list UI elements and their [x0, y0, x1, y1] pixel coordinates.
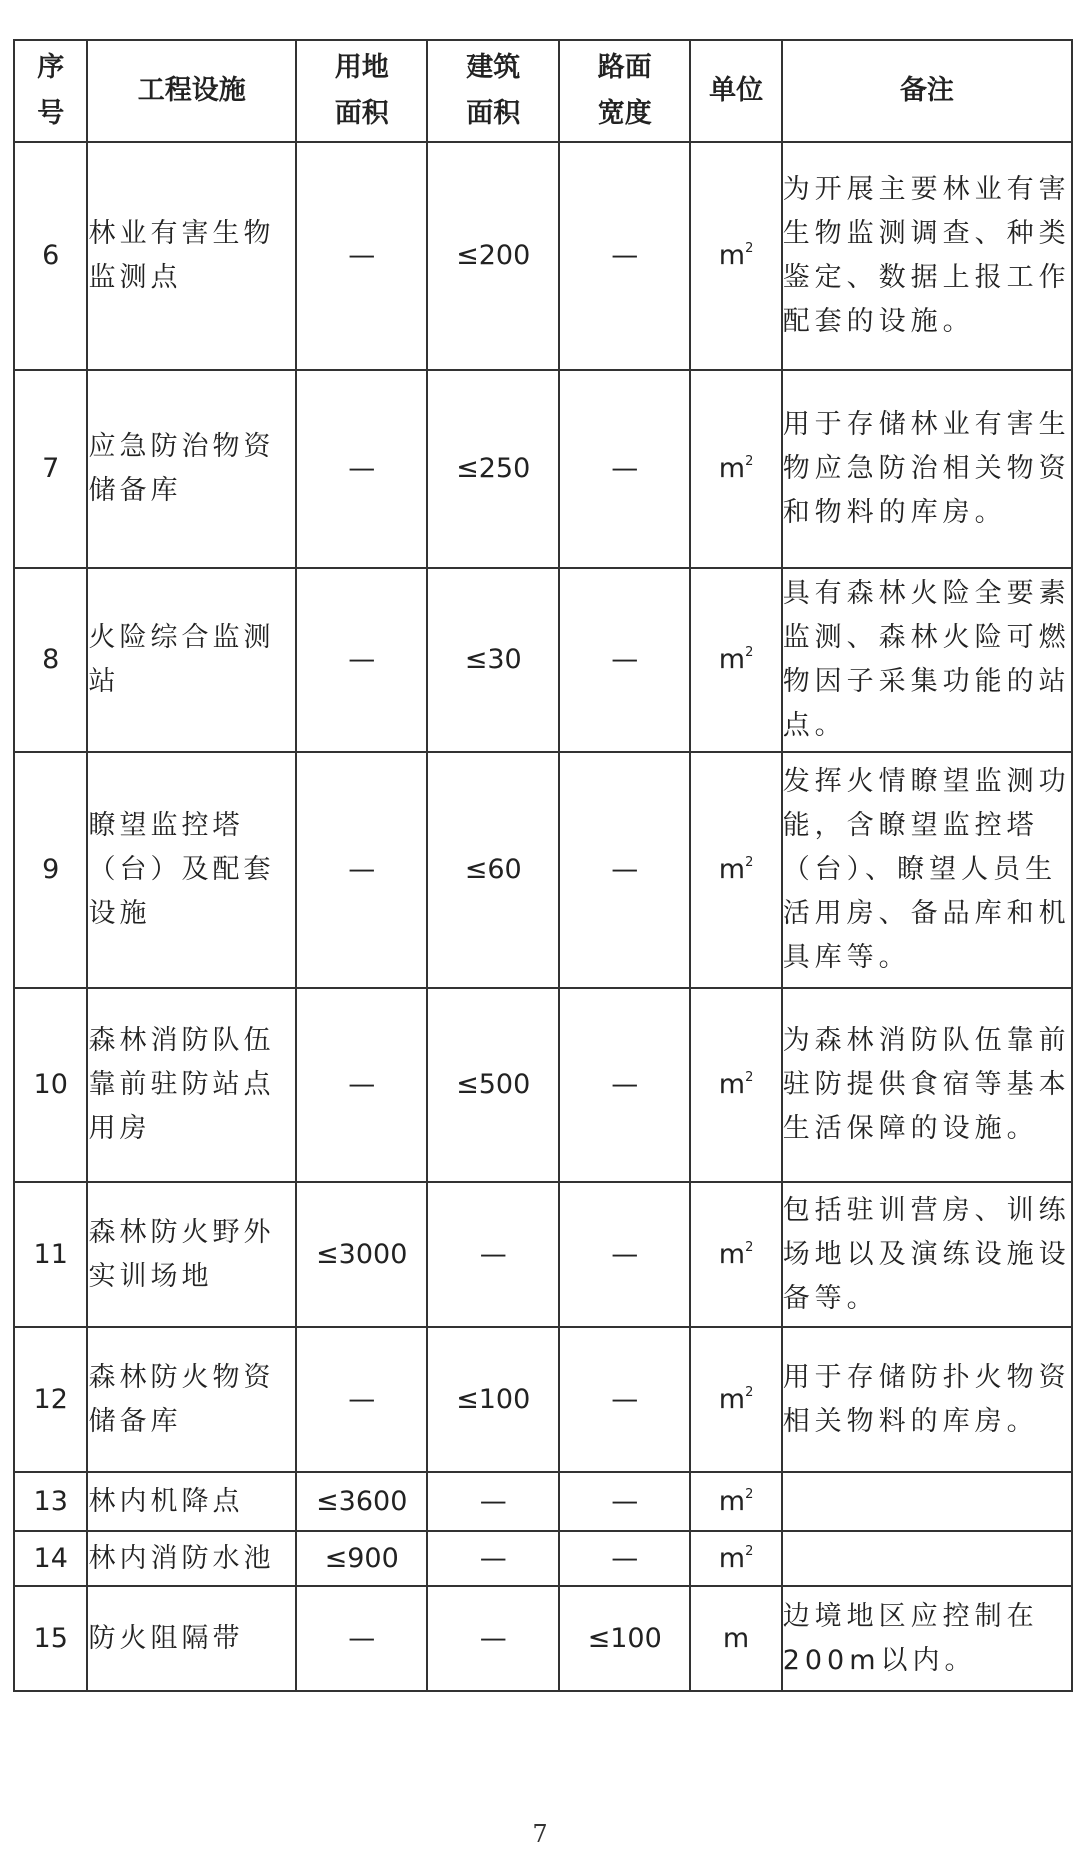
- row-number-cell: [14, 1327, 87, 1472]
- table-row: [14, 1531, 1072, 1586]
- facility-name-text: 林业有害生物监测点: [88, 218, 275, 293]
- road-width-text: —: [611, 240, 639, 271]
- land-area-text: —: [348, 644, 376, 675]
- unit-text: m: [718, 644, 746, 675]
- road-width-cell: [559, 1327, 691, 1472]
- land-area-cell: [296, 988, 428, 1182]
- land-area-text: —: [348, 453, 376, 484]
- unit-superscript: 2: [745, 645, 754, 660]
- building-area-cell: [427, 1327, 559, 1472]
- unit-text: m: [718, 1542, 746, 1574]
- land-area-text: —: [348, 854, 376, 885]
- table-row: [14, 568, 1072, 752]
- remarks-text: 包括驻训营房、训练场地以及演练设施设备等。: [782, 1194, 1071, 1314]
- row-number-text: 11: [33, 1238, 68, 1270]
- remarks-cell: [782, 142, 1072, 370]
- unit-cell: [690, 1472, 781, 1531]
- road-width-cell: [559, 752, 691, 988]
- road-width-cell: [559, 1586, 691, 1691]
- building-area-cell: [427, 142, 559, 370]
- road-width-text: —: [611, 1238, 639, 1270]
- header-road-width: 路面宽度: [559, 40, 691, 142]
- unit-cell: [690, 1586, 781, 1691]
- land-area-cell: [296, 370, 428, 568]
- facility-name-cell: [87, 1472, 296, 1531]
- header-facility: 工程设施: [87, 40, 296, 142]
- row-number-cell: [14, 370, 87, 568]
- remarks-cell: [782, 1327, 1072, 1472]
- table-row: [14, 1182, 1072, 1327]
- row-number-text: 10: [33, 1069, 68, 1100]
- remarks-text: 边境地区应控制在200m以内。: [782, 1600, 1039, 1676]
- facility-name-cell: [87, 568, 296, 752]
- table-row: [14, 988, 1072, 1182]
- building-area-cell: [427, 988, 559, 1182]
- unit-cell: [690, 370, 781, 568]
- road-width-cell: [559, 568, 691, 752]
- remarks-text: 用于存储林业有害生物应急防治相关物资和物料的库房。: [782, 409, 1071, 528]
- road-width-cell: [559, 1531, 691, 1586]
- unit-text: m: [722, 1622, 750, 1654]
- building-area-cell: [427, 1586, 559, 1691]
- unit-cell: [690, 988, 781, 1182]
- unit-text: m: [718, 1485, 746, 1517]
- building-area-text: ≤500: [456, 1069, 531, 1100]
- facility-name-text: 防火阻隔带: [88, 1622, 244, 1654]
- unit-text: m: [718, 854, 746, 885]
- table-row: [14, 1327, 1072, 1472]
- unit-superscript: 2: [745, 454, 754, 469]
- road-width-text: —: [611, 1542, 639, 1574]
- table-header-row: [14, 40, 1072, 142]
- header-land-area: 用地面积: [296, 40, 428, 142]
- land-area-cell: [296, 142, 428, 370]
- road-width-text: —: [611, 1485, 639, 1517]
- unit-superscript: 2: [745, 1070, 754, 1085]
- row-number-cell: [14, 1586, 87, 1691]
- remarks-cell: [782, 568, 1072, 752]
- remarks-text: 为开展主要林业有害生物监测调查、种类鉴定、数据上报工作配套的设施。: [782, 174, 1071, 337]
- land-area-cell: [296, 1531, 428, 1586]
- table-row: [14, 370, 1072, 568]
- facility-name-cell: [87, 1182, 296, 1327]
- road-width-text: —: [611, 1383, 639, 1415]
- unit-cell: [690, 1531, 781, 1586]
- table-row: [14, 1586, 1072, 1691]
- road-width-text: ≤100: [587, 1622, 662, 1654]
- row-number-text: 8: [42, 644, 60, 675]
- road-width-text: —: [611, 854, 639, 885]
- row-number-text: 14: [33, 1542, 68, 1574]
- facility-name-text: 林内消防水池: [88, 1542, 275, 1574]
- facility-name-cell: [87, 1586, 296, 1691]
- building-area-text: ≤60: [464, 854, 522, 885]
- road-width-text: —: [611, 1069, 639, 1100]
- facility-name-cell: [87, 1531, 296, 1586]
- unit-cell: [690, 142, 781, 370]
- row-number-cell: [14, 988, 87, 1182]
- row-number-text: 12: [33, 1383, 68, 1415]
- remarks-cell: [782, 1586, 1072, 1691]
- facility-name-text: 林内机降点: [88, 1485, 244, 1517]
- row-number-text: 9: [42, 854, 60, 885]
- road-width-cell: [559, 142, 691, 370]
- facility-spec-table: [13, 39, 1073, 1692]
- facility-name-text: 森林防火物资储备库: [88, 1361, 275, 1437]
- table-row: [14, 1472, 1072, 1531]
- facility-name-text: 应急防治物资储备库: [88, 431, 275, 506]
- road-width-cell: [559, 988, 691, 1182]
- building-area-cell: [427, 1182, 559, 1327]
- unit-cell: [690, 1327, 781, 1472]
- land-area-text: ≤3600: [316, 1485, 408, 1517]
- row-number-cell: [14, 752, 87, 988]
- building-area-text: ≤200: [456, 240, 531, 271]
- building-area-text: —: [479, 1622, 507, 1654]
- unit-text: m: [718, 453, 746, 484]
- facility-name-cell: [87, 1327, 296, 1472]
- building-area-cell: [427, 752, 559, 988]
- building-area-cell: [427, 370, 559, 568]
- building-area-cell: [427, 1472, 559, 1531]
- unit-text: m: [718, 1238, 746, 1270]
- unit-cell: [690, 1182, 781, 1327]
- remarks-cell: [782, 988, 1072, 1182]
- facility-name-text: 火险综合监测站: [88, 622, 275, 697]
- building-area-cell: [427, 568, 559, 752]
- row-number-cell: [14, 1531, 87, 1586]
- facility-name-cell: [87, 142, 296, 370]
- remarks-text: 发挥火情瞭望监测功能，含瞭望监控塔（台）、瞭望人员生活用房、备品库和机具库等。: [782, 766, 1071, 973]
- remarks-text: 用于存储防扑火物资相关物料的库房。: [782, 1361, 1071, 1437]
- unit-superscript: 2: [745, 1384, 754, 1400]
- land-area-cell: [296, 1472, 428, 1531]
- row-number-text: 7: [42, 453, 60, 484]
- unit-text: m: [718, 1383, 746, 1415]
- remarks-cell: [782, 1182, 1072, 1327]
- land-area-text: —: [348, 1622, 376, 1654]
- unit-superscript: 2: [745, 1486, 754, 1502]
- header-unit: 单位: [690, 40, 781, 142]
- table-row: [14, 142, 1072, 370]
- facility-name-text: 森林消防队伍靠前驻防站点用房: [88, 1025, 275, 1144]
- remarks-cell: [782, 1531, 1072, 1586]
- land-area-cell: [296, 568, 428, 752]
- row-number-cell: [14, 568, 87, 752]
- remarks-text: 为森林消防队伍靠前驻防提供食宿等基本生活保障的设施。: [782, 1025, 1071, 1144]
- remarks-cell: [782, 1472, 1072, 1531]
- table-row: [14, 752, 1072, 988]
- row-number-cell: [14, 142, 87, 370]
- land-area-cell: [296, 752, 428, 988]
- land-area-text: —: [348, 1383, 376, 1415]
- remarks-cell: [782, 370, 1072, 568]
- row-number-cell: [14, 1182, 87, 1327]
- page-number: 7: [532, 1820, 548, 1848]
- road-width-cell: [559, 1182, 691, 1327]
- unit-superscript: 2: [745, 241, 754, 256]
- building-area-text: —: [479, 1485, 507, 1517]
- row-number-text: 13: [33, 1485, 68, 1517]
- unit-cell: [690, 568, 781, 752]
- land-area-text: —: [348, 240, 376, 271]
- facility-name-cell: [87, 370, 296, 568]
- building-area-text: ≤100: [456, 1383, 531, 1415]
- land-area-text: —: [348, 1069, 376, 1100]
- land-area-text: ≤3000: [316, 1238, 408, 1270]
- building-area-text: ≤250: [456, 453, 531, 484]
- remarks-text: 具有森林火险全要素监测、森林火险可燃物因子采集功能的站点。: [782, 578, 1071, 741]
- road-width-text: —: [611, 644, 639, 675]
- unit-superscript: 2: [745, 855, 754, 870]
- road-width-text: —: [611, 453, 639, 484]
- row-number-text: 15: [33, 1622, 68, 1654]
- land-area-cell: [296, 1586, 428, 1691]
- land-area-cell: [296, 1182, 428, 1327]
- header-building-area: 建筑面积: [427, 40, 559, 142]
- row-number-text: 6: [42, 240, 60, 271]
- header-remarks: 备注: [782, 40, 1072, 142]
- road-width-cell: [559, 1472, 691, 1531]
- land-area-text: ≤900: [324, 1542, 399, 1574]
- land-area-cell: [296, 1327, 428, 1472]
- unit-text: m: [718, 240, 746, 271]
- facility-name-text: 森林防火野外实训场地: [88, 1216, 275, 1292]
- unit-superscript: 2: [745, 1543, 754, 1559]
- unit-cell: [690, 752, 781, 988]
- unit-superscript: 2: [745, 1239, 754, 1255]
- remarks-cell: [782, 752, 1072, 988]
- unit-text: m: [718, 1069, 746, 1100]
- row-number-cell: [14, 1472, 87, 1531]
- building-area-text: ≤30: [464, 644, 522, 675]
- facility-name-text: 瞭望监控塔（台）及配套设施: [88, 810, 275, 929]
- road-width-cell: [559, 370, 691, 568]
- facility-name-cell: [87, 752, 296, 988]
- facility-name-cell: [87, 988, 296, 1182]
- building-area-text: —: [479, 1238, 507, 1270]
- building-area-text: —: [479, 1542, 507, 1574]
- building-area-cell: [427, 1531, 559, 1586]
- header-no: 序号: [14, 40, 87, 142]
